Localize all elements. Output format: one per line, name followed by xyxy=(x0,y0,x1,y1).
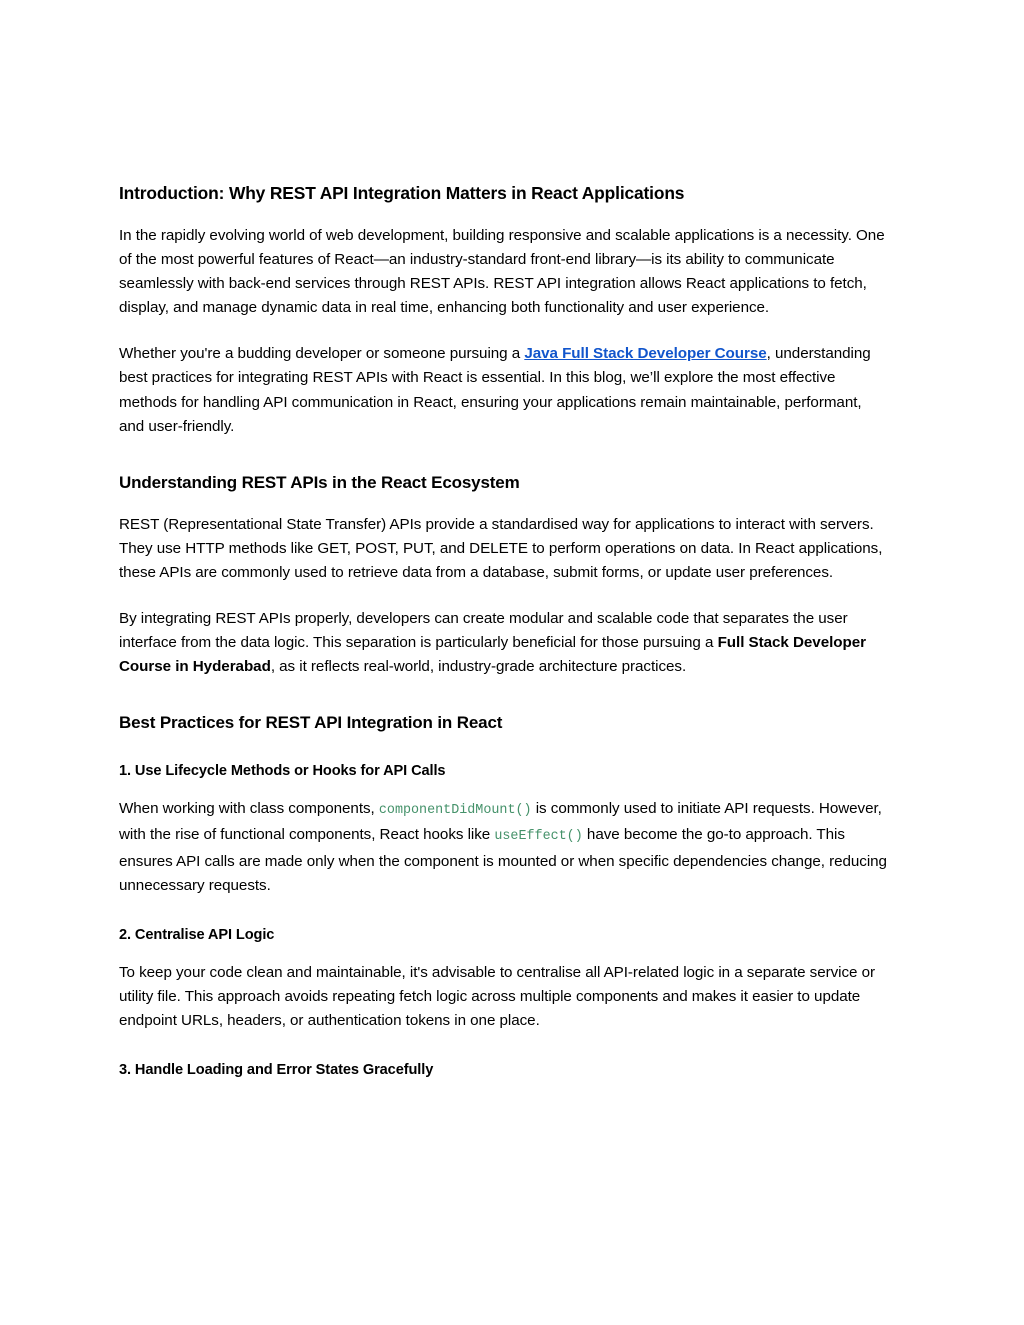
subheading-centralise-api-logic: 2. Centralise API Logic xyxy=(119,926,275,943)
paragraph-text-segment: have become the go-to approach. This ensures API calls are made only when the component is mounted or when specific dependencies change, reducing unnecessary requests. xyxy=(119,826,887,894)
paragraph-text-segment: is commonly used to initiate API requests. However, with the rise of functional components, React hooks like xyxy=(119,800,882,844)
paragraph-lifecycle-hooks xyxy=(119,797,887,897)
paragraph-text-segment: Whether you're a budding developer or someone pursuing a xyxy=(119,345,525,363)
subheading-lifecycle-methods-hooks: 1. Use Lifecycle Methods or Hooks for API Calls xyxy=(119,763,446,780)
emphasis-full-stack-course-hyderabad: Full Stack Developer Course in Hyderabad xyxy=(119,634,866,676)
paragraph-text-segment: By integrating REST APIs properly, developers can create modular and scalable code that separates the user interface from the data logic. This separation is particularly beneficial for those pursuing a xyxy=(119,610,848,652)
heading-best-practices: Best Practices for REST API Integration in React xyxy=(119,713,503,733)
paragraph-modular-code xyxy=(119,607,887,679)
paragraph-rest-definition: REST (Representational State Transfer) APIs provide a standardised way for applications to interact with servers. They use HTTP methods like GET, POST, PUT, and DELETE to perform operations on data. In React applications, these APIs are commonly used to retrieve data from a database, submit forms, or update user preferences. xyxy=(119,515,883,581)
paragraph-text-segment: , understanding best practices for integrating REST APIs with React is essential. In this blog, we’ll explore the most effective methods for handling API communication in React, ensuring your applications remain maintainable, performant, and user-friendly. xyxy=(119,345,871,435)
code-use-effect: useEffect() xyxy=(494,829,583,845)
java-full-stack-developer-course-link[interactable]: Java Full Stack Developer Course xyxy=(524,345,767,363)
heading-understanding-rest-apis: Understanding REST APIs in the React Ecosystem xyxy=(119,472,520,492)
heading-introduction: Introduction: Why REST API Integration Matters in React Applications xyxy=(119,183,685,203)
code-component-did-mount: componentDidMount() xyxy=(378,803,532,819)
paragraph-text-segment: When working with class components, xyxy=(119,800,379,818)
subheading-handle-loading-error-states: 3. Handle Loading and Error States Gracefully xyxy=(119,1061,434,1078)
paragraph-intro-course-link xyxy=(119,342,887,438)
paragraph-text-segment: , as it reflects real-world, industry-grade architecture practices. xyxy=(270,658,687,676)
paragraph-centralise-api-logic: To keep your code clean and maintainable, it's advisable to centralise all API-related logic in a separate service or utility file. This approach avoids repeating fetch logic across multiple components and makes it easier to update endpoint URLs, headers, or authentication tokens in one place. xyxy=(119,963,876,1029)
document-body xyxy=(119,182,887,1096)
paragraph-intro-overview: In the rapidly evolving world of web development, building responsive and scalable applications is a necessity. One of the most powerful features of React—an industry-standard front-end library—is its ability to communicate seamlessly with back-end services through REST APIs. REST API integration allows React applications to fetch, display, and manage dynamic data in real time, enhancing both functionality and user experience. xyxy=(119,227,885,317)
